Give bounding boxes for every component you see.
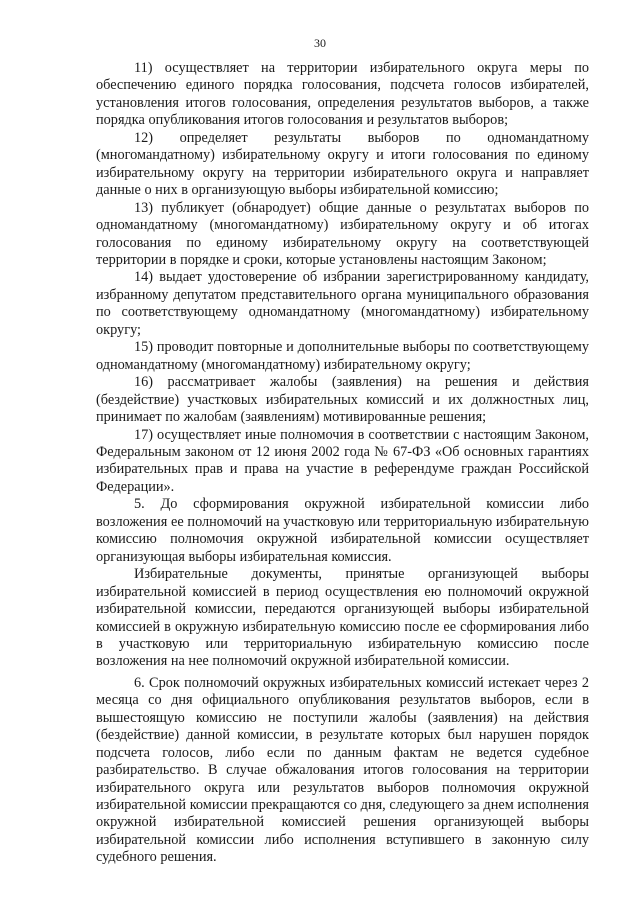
paragraph-electoral-documents: Избирательные документы, принятые организующей выборы избирательной комиссией в период осуществления ею полномочий окружной избирательной комиссии, передаются организующей выборы избирательной комиссией в окружную избирательную комиссию после ее сформирования либо в участковую или территориальную избирательную комиссию после возложения на нее полномочий окружной избирательной комиссии. — [96, 566, 589, 670]
paragraph-item-17: 17) осуществляет иные полномочия в соответствии с настоящим Законом, Федеральным законом от 12 июня 2002 года № 67-ФЗ «Об основных гарантиях избирательных прав и права на участие в референдуме граждан Российской Федерации». — [96, 426, 589, 495]
paragraph-item-16: 16) рассматривает жалобы (заявления) на решения и действия (бездействие) участковых избирательных комиссий и их должностных лиц, принимает по жалобам (заявлениям) мотивированные решения; — [96, 374, 589, 426]
paragraph-section-5: 5. До сформирования окружной избирательной комиссии либо возложения ее полномочий на участковую или территориальную избирательную комиссию полномочия окружной избирательной комиссии осуществляет организующая выборы избирательная комиссия. — [96, 496, 589, 565]
document-body — [96, 60, 589, 867]
paragraph-item-15: 15) проводит повторные и дополнительные выборы по соответствующему одномандатному (многомандатному) избирательному округу; — [96, 339, 589, 373]
paragraph-item-14: 14) выдает удостоверение об избрании зарегистрированному кандидату, избранному депутатом представительного органа муниципального образования по соответствующему одномандатному (многомандатному) избирательному округу; — [96, 269, 589, 338]
paragraph-section-6: 6. Срок полномочий окружных избирательных комиссий истекает через 2 месяца со дня официального опубликования результатов выборов, если в вышестоящую комиссию не поступили жалобы (заявления) на действия (бездействие) данной комиссии, в результате которых был нарушен порядок подсчета голосов, либо если по данным фактам не ведется судебное разбирательство. В случае обжалования итогов голосования на территории избирательного округа или результатов выборов полномочия окружной избирательной комиссии прекращаются со дня, следующего за днем исполнения окружной избирательной комиссией решения организующей выборы избирательной комиссии либо исполнения вступившего в законную силу судебного решения. — [96, 674, 589, 866]
paragraph-item-13: 13) публикует (обнародует) общие данные о результатах выборов по одномандатному (многомандатному) избирательному округу и об итогах голосования по единому избирательному округу на соответствующей территории в порядке и сроки, которые установлены настоящим Законом; — [96, 199, 589, 268]
page-number: 30 — [314, 36, 326, 50]
paragraph-item-12: 12) определяет результаты выборов по одномандатному (многомандатному) избирательному округу и итоги голосования по единому избирательному округу на территории избирательного округа и направляет данные о них в организующую выборы избирательной комиссию; — [96, 129, 589, 199]
paragraph-item-11: 11) осуществляет на территории избирательного округа меры по обеспечению единого порядка голосования, подсчета голосов избирателей, установления итогов голосования, определения результатов выборов, а также порядка опубликования итогов голосования и результатов выборов; — [96, 60, 589, 129]
